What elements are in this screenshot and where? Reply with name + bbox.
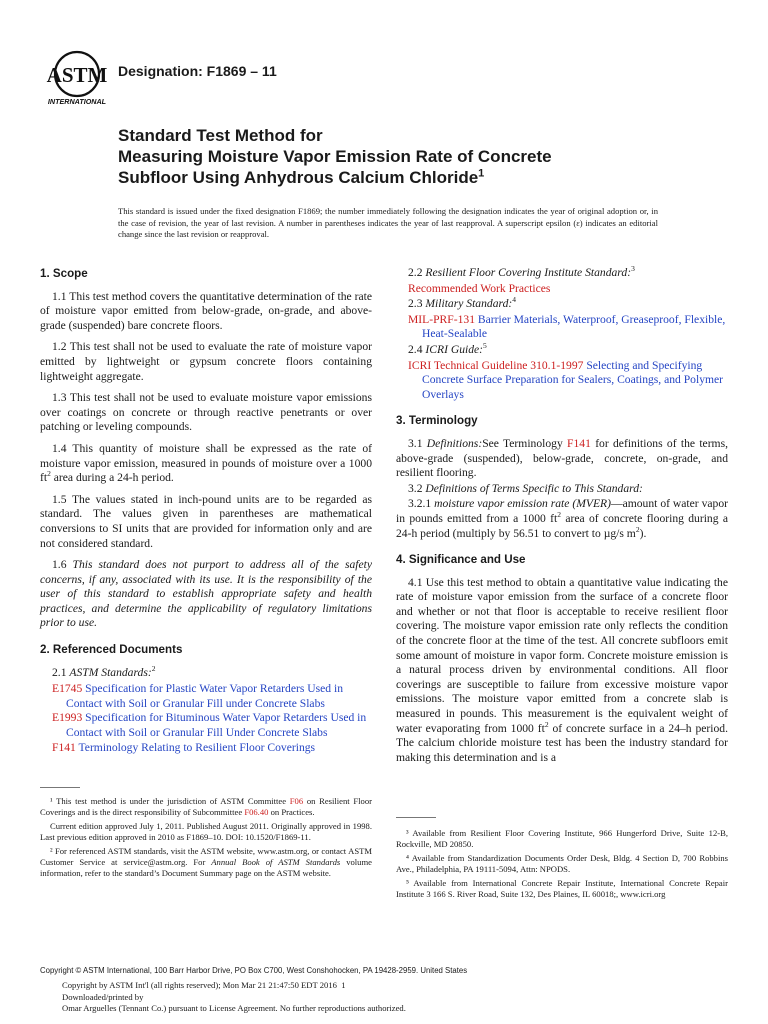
paragraph-3-2: 3.2 Definitions of Terms Specific to This Standard: (408, 481, 643, 495)
page-number: 1 (341, 980, 346, 990)
logo-subtext: INTERNATIONAL (47, 97, 107, 106)
intro-note: This standard is issued under the fixed designation F1869; the number immediately following the designation indicates the year of original adoption or, in the case of revision, the year of last revision. A number in parentheses indicates the year of last reapproval. A superscript epsilon (ε) indicates an editorial change since the last revision or reapproval. (118, 206, 658, 240)
reference-title[interactable]: Specification for Plastic Water Vapor Retarders Used in Contact with Soil or Granular Fill under Concrete Slabs (66, 682, 343, 710)
reference-code[interactable]: E1993 (52, 711, 83, 725)
astm-logo (44, 50, 110, 106)
footnotes-right (396, 828, 728, 902)
footnotes-left (40, 796, 372, 882)
title-line-1: Standard Test Method for (118, 126, 323, 145)
footnote-2: ² For referenced ASTM standards, visit the ASTM website, www.astm.org, or contact ASTM Customer Service at service@astm.org. For Annual Book of ASTM Standards volume information, refer to the standard’s Document Summary page on the ASTM website. (40, 845, 372, 879)
right-column (396, 266, 728, 772)
title-footnote-ref: 1 (478, 167, 485, 180)
reference-code[interactable]: E1745 (52, 682, 83, 696)
reference-icri[interactable]: ICRI Technical Guideline 310.1-1997 Selecting and Specifying Concrete Surface Preparation for Sealers, Coatings, and Polymer Overlays (408, 358, 724, 401)
section-heading-significance: 4. Significance and Use (396, 553, 526, 567)
license-footer (62, 980, 742, 1015)
footnote-4: ⁴ Available from Standardization Documents Order Desk, Bldg. 4 Section D, 700 Robbins Ave., Philadelphia, PA 19111-5094, Attn: NPODS. (396, 852, 728, 875)
paragraph-1-4: 1.4 This quantity of moisture shall be expressed as the rate of moisture vapor emission, measured in pounds of moisture over a 1000 $ft^2$ area during a 24-h period. (40, 441, 372, 485)
paragraph-1-6: 1.6 This standard does not purport to address all of the safety concerns, if any, associated with its use. It is the responsibility of the user of this standard to establish appropriate safety and health practices, and determine the applicability of regulatory limitations prior to use. (40, 558, 373, 630)
reference-title[interactable]: Terminology Relating to Resilient Floor Coverings (75, 740, 316, 754)
reference-mil-prf-131[interactable]: MIL-PRF-131 Barrier Materials, Waterproof, Greaseproof, Flexible, Heat-Sealable (408, 312, 726, 341)
footer-line-2: Downloaded/printed by (62, 991, 144, 1002)
paragraph-2-1: 2.1 ASTM Standards:$^2$ (52, 663, 156, 679)
paragraph-2-3: 2.3 Military Standard:$^4$ (408, 295, 516, 311)
section-heading-scope: 1. Scope (40, 267, 88, 280)
reference-title[interactable]: Specification for Bituminous Water Vapor Retarders Used in Contact with Soil or Granular Fill Under Concrete Slabs (66, 711, 367, 740)
paragraph-1-3: 1.3 This test shall not be used to evaluate moisture vapor emissions over coatings on concrete or through reactive penetrants or over patching or leveling compounds. (40, 391, 372, 434)
section-heading-referenced-documents: 2. Referenced Documents (40, 643, 183, 657)
reference-e1745[interactable] (52, 682, 372, 711)
copyright-line: Copyright © ASTM International, 100 Barr Harbor Drive, PO Box C700, West Conshohocken, PA 19428-2959. United States (40, 966, 468, 975)
paragraph-2-4: 2.4 ICRI Guide:$^5$ (408, 341, 487, 356)
designation: Designation: F1869 – 11 (118, 63, 277, 79)
paragraph-1-1: 1.1 This test method covers the quantitative determination of the rate of moisture vapor emitted from below-grade, on-grade, and above-grade (suspended) bare concrete floors. (40, 289, 372, 332)
section-heading-terminology: 3. Terminology (396, 414, 478, 428)
footer-line-1: Copyright by ASTM Int'l (all rights reserved); Mon Mar 21 21:47:50 EDT 2016 (62, 980, 337, 990)
reference-f141[interactable] (52, 741, 372, 756)
reference-code[interactable]: F141 (52, 740, 76, 754)
paragraph-1-5: 1.5 The values stated in inch-pound units are to be regarded as standard. The values given in parentheses are mathematical conversions to SI units that are provided for information only and are not considered standard. (40, 492, 372, 550)
footnote-1: ¹ This test method is under the jurisdiction of ASTM Committee F06 on Resilient Floor Coverings and is the direct responsibility of Subcommittee F06.40 on Practices. (40, 796, 372, 818)
footnote-5: ⁵ Available from International Concrete Repair Institute, International Concrete Repair Institute 3 166 S. River Road, Suite 132, Des Plaines, IL 60018;, www.icri.org (396, 877, 728, 900)
reference-rfci[interactable]: Recommended Work Practices (408, 281, 551, 295)
left-column (40, 267, 372, 755)
footnote-1-edition: Current edition approved July 1, 2011. Published August 2011. Originally approved in 1998. Last previous edition approved in 2010 as F1869–10. DOI: 10.1520/F1869-11. (40, 820, 372, 843)
footnote-divider (40, 787, 80, 788)
reference-e1993[interactable] (52, 711, 372, 740)
footnote-3: ³ Available from Resilient Floor Covering Institute, 966 Hungerford Drive, Suite 12-B, Rockville, MD 20850. (396, 828, 728, 850)
footnote-divider (396, 817, 436, 818)
term-link-f141[interactable]: F141 (567, 436, 591, 450)
paragraph-1-2: 1.2 This test shall not be used to evaluate the rate of moisture vapor emitted by lightweight or gypsum concrete floors containing lightweight aggregate. (40, 340, 372, 383)
title-line-2: Measuring Moisture Vapor Emission Rate of Concrete (118, 147, 552, 166)
title-line-3: Subfloor Using Anhydrous Calcium Chloride (118, 168, 479, 187)
page-title (118, 125, 678, 188)
paragraph-3-1: 3.1 Definitions:See Terminology F141 for definitions of the terms, above-grade (suspended), below-grade, concrete, on-grade, and resilient flooring. (396, 436, 728, 480)
paragraph-4-1: 4.1 Use this test method to obtain a quantitative value indicating the rate of moisture vapor emission from the surface of a concrete floor and whether or not that floor is acceptable to receive resilient floor covering. The moisture vapor emission rate only reflects the condition of the concrete floor at the time of the test. All concrete subfloors emit some amount of moisture in vapor form. Concrete moisture emission is a natural process driven by environmental conditions. All floor coverings are susceptible to failure from excessive moisture vapor emissions. The moisture vapor emitted from a concrete slab is measured in pounds. This measurement is the equivalent weight of water evaporating from 1000 $ft^2$ of concrete surface in a 24–h period. The calcium chloride moisture test has been the industry standard for making this determination and is a (396, 575, 729, 764)
paragraph-3-2-1: 3.2.1 moisture vapor emission rate (MVER)—amount of water vapor in pounds emitted from a 1000 $ft^2$ area of concrete flooring during a 24-h period (multiply by 56.51 to convert to µg/s $m^2$). (396, 497, 729, 540)
footer-line-3: Omar Arguelles (Tennant Co.) pursuant to License Agreement. No further reproductions authorized. (62, 1003, 406, 1014)
paragraph-2-2: 2.2 Resilient Floor Covering Institute Standard:$^3$ (408, 264, 635, 279)
logo-text: ASTM (46, 63, 108, 87)
